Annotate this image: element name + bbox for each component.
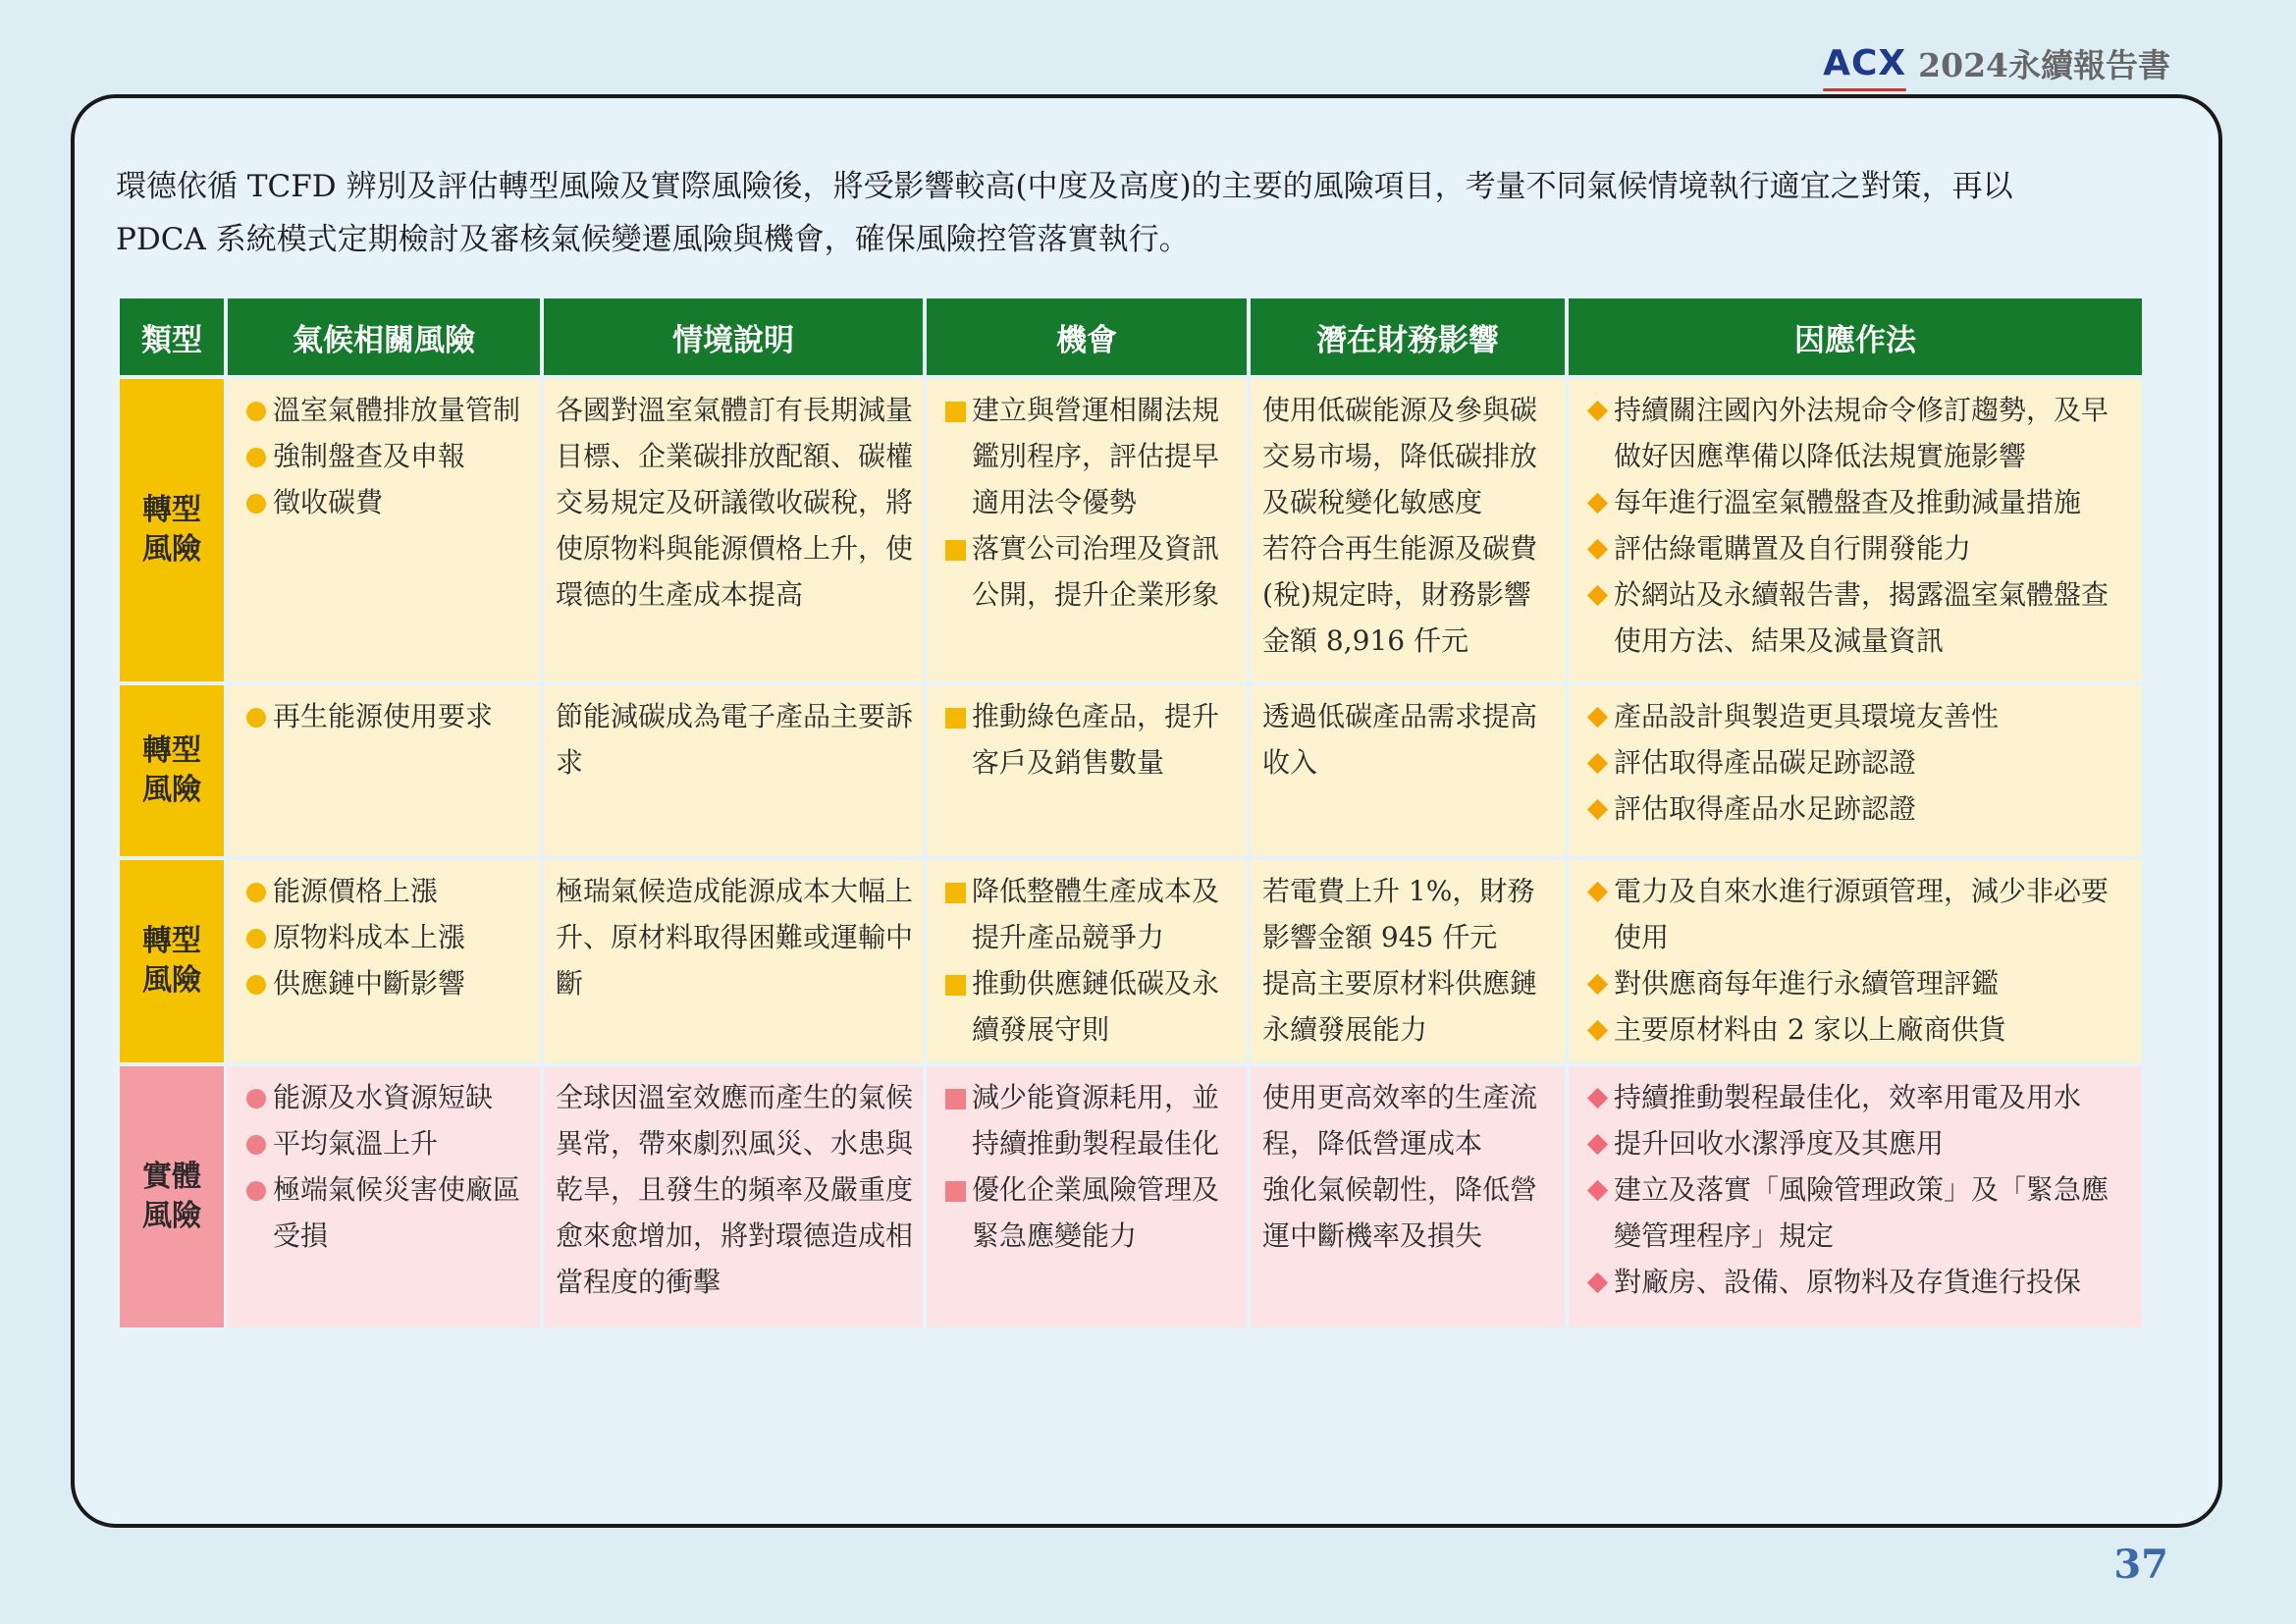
bullet-dot-icon (246, 1181, 266, 1201)
actions-cell (1569, 379, 2142, 685)
page-number: 37 (2113, 1542, 2168, 1588)
type-label: 風險 (142, 532, 201, 567)
risks-cell (228, 860, 540, 1066)
risk-text: 極端氣候災害使廠區受損 (273, 1173, 521, 1252)
action-text: 評估取得產品碳足跡認證 (1614, 746, 1917, 779)
action-text: 對供應商每年進行永續管理評鑑 (1614, 967, 2000, 1000)
risk-text: 強制盤查及申報 (273, 440, 466, 472)
intro-line-1: 環德依循 TCFD 辨別及評估轉型風險及實際風險後，將受影響較高(中度及高度)的主要的風險項目，考量不同氣候情境執行適宜之對策，再以 (116, 169, 2013, 204)
bullet-square-icon (945, 975, 966, 996)
scenario-cell: 全球因溫室效應而產生的氣候異常，帶來劇烈風災、水患與乾旱，且發生的頻率及嚴重度愈來愈增加，將對環德造成相當程度的衝擊 (544, 1066, 923, 1331)
financial-text: 若符合再生能源及碳費(稅)規定時，財務影響金額 8,916 仟元 (1262, 532, 1538, 657)
bullet-diamond-icon (1586, 1272, 1607, 1293)
type-label: 實體 (142, 1160, 201, 1194)
bullet-dot-icon (246, 494, 266, 514)
list-item (938, 525, 1239, 618)
actions-cell (1569, 685, 2142, 860)
logo-underline (1823, 88, 1906, 91)
financial-cell (1251, 1066, 1565, 1331)
list-item (1580, 739, 2134, 785)
risk-text: 平均氣溫上升 (273, 1127, 439, 1160)
list-item (1580, 525, 2134, 571)
list-item (1580, 479, 2134, 525)
bullet-diamond-icon (1586, 1020, 1607, 1041)
action-text: 主要原材料由 2 家以上廠商供貨 (1614, 1013, 2006, 1046)
list-item (938, 960, 1239, 1053)
list-item (240, 960, 532, 1006)
bullet-diamond-icon (1586, 753, 1607, 774)
opportunity-cell (927, 685, 1247, 860)
type-cell (120, 1066, 224, 1331)
table-row (120, 1066, 2142, 1331)
risk-text: 能源價格上漲 (273, 875, 439, 907)
header-response: 因應作法 (1569, 298, 2142, 379)
list-item (1580, 1259, 2134, 1305)
risk-text: 原物料成本上漲 (273, 921, 466, 953)
header-financial-impact: 潛在財務影響 (1251, 298, 1565, 379)
bullet-dot-icon (246, 883, 266, 902)
type-label: 風險 (142, 963, 201, 998)
bullet-diamond-icon (1586, 974, 1607, 995)
table-row (120, 379, 2142, 685)
opportunity-text: 推動綠色產品，提升客戶及銷售數量 (972, 700, 1220, 779)
financial-text: 若電費上升 1%，財務影響金額 945 仟元 (1262, 875, 1535, 953)
action-text: 產品設計與製造更具環境友善性 (1614, 700, 2000, 732)
list-item (240, 1166, 532, 1259)
list-item (1580, 1120, 2134, 1166)
table-row (120, 860, 2142, 1066)
type-label: 轉型 (142, 493, 201, 527)
bullet-square-icon (945, 883, 966, 903)
action-text: 提升回收水潔淨度及其應用 (1614, 1127, 1945, 1160)
scenario-cell: 各國對溫室氣體訂有長期減量目標、企業碳排放配額、碳權交易規定及研議徵收碳稅，將使原物料與能源價格上升，使環德的生產成本提高 (544, 379, 923, 685)
action-text: 建立及落實「風險管理政策」及「緊急應變管理程序」規定 (1614, 1173, 2109, 1252)
list-item (938, 1074, 1239, 1166)
list-item (1580, 785, 2134, 832)
opportunity-text: 降低整體生產成本及提升產品競爭力 (972, 875, 1220, 953)
bullet-dot-icon (246, 1089, 266, 1109)
bullet-diamond-icon (1586, 585, 1607, 606)
action-text: 對廠房、設備、原物料及存貨進行投保 (1614, 1266, 2082, 1298)
opportunity-cell (927, 860, 1247, 1066)
table-header-row (120, 298, 2142, 379)
risks-cell (228, 1066, 540, 1331)
financial-text: 使用更高效率的生產流程，降低營運成本 (1262, 1081, 1538, 1160)
risk-text: 能源及水資源短缺 (273, 1081, 494, 1113)
header-scenario: 情境說明 (544, 298, 923, 379)
type-label: 轉型 (142, 924, 201, 958)
opportunity-cell (927, 379, 1247, 685)
bullet-diamond-icon (1586, 1134, 1607, 1155)
climate-risk-table (116, 298, 2146, 1331)
actions-cell (1569, 860, 2142, 1066)
bullet-diamond-icon (1586, 799, 1607, 820)
action-text: 於網站及永續報告書，揭露溫室氣體盤查使用方法、結果及減量資訊 (1614, 578, 2109, 657)
list-item (1580, 868, 2134, 960)
table-row (120, 685, 2142, 860)
list-item (240, 1074, 532, 1120)
risks-cell (228, 379, 540, 685)
bullet-diamond-icon (1586, 401, 1607, 421)
bullet-square-icon (945, 402, 966, 422)
bullet-dot-icon (246, 929, 266, 948)
financial-cell (1251, 860, 1565, 1066)
header-climate-risk: 氣候相關風險 (228, 298, 540, 379)
bullet-diamond-icon (1586, 539, 1607, 560)
list-item (938, 1166, 1239, 1259)
risk-text: 溫室氣體排放量管制 (273, 394, 521, 426)
list-item (1580, 693, 2134, 739)
action-text: 持續關注國內外法規命令修訂趨勢，及早做好因應準備以降低法規實施影響 (1614, 394, 2109, 472)
opportunity-text: 落實公司治理及資訊公開，提升企業形象 (972, 532, 1220, 611)
action-text: 評估取得產品水足跡認證 (1614, 792, 1917, 825)
type-cell (120, 685, 224, 860)
opportunity-text: 建立與營運相關法規鑑別程序，評估提早適用法令優勢 (972, 394, 1220, 518)
opportunity-cell (927, 1066, 1247, 1331)
list-item (1580, 1074, 2134, 1120)
list-item (240, 387, 532, 433)
bullet-square-icon (945, 708, 966, 729)
actions-cell (1569, 1066, 2142, 1331)
opportunity-text: 減少能資源耗用，並持續推動製程最佳化 (972, 1081, 1220, 1160)
risks-cell (228, 685, 540, 860)
bullet-diamond-icon (1586, 1088, 1607, 1109)
bullet-diamond-icon (1586, 707, 1607, 728)
type-label: 轉型 (142, 733, 201, 768)
action-text: 持續推動製程最佳化，效率用電及用水 (1614, 1081, 2082, 1113)
opportunity-text: 推動供應鏈低碳及永續發展守則 (972, 967, 1220, 1046)
list-item (938, 693, 1239, 785)
bullet-square-icon (945, 540, 966, 561)
intro-line-2: PDCA 系統模式定期檢討及審核氣候變遷風險與機會，確保風險控管落實執行。 (116, 222, 1190, 257)
bullet-dot-icon (246, 975, 266, 995)
report-title: 2024永續報告書 (1918, 45, 2170, 84)
bullet-diamond-icon (1586, 882, 1607, 902)
list-item (240, 479, 532, 525)
bullet-diamond-icon (1586, 1180, 1607, 1201)
bullet-dot-icon (246, 1135, 266, 1155)
bullet-square-icon (945, 1181, 966, 1202)
list-item (938, 868, 1239, 960)
list-item (1580, 1166, 2134, 1259)
header-opportunity: 機會 (927, 298, 1247, 379)
financial-cell (1251, 379, 1565, 685)
scenario-cell: 極瑞氣候造成能源成本大幅上升、原材料取得困難或運輸中斷 (544, 860, 923, 1066)
header-type: 類型 (120, 298, 224, 379)
list-item (240, 433, 532, 479)
list-item (240, 1120, 532, 1166)
action-text: 電力及自來水進行源頭管理，減少非必要使用 (1614, 875, 2109, 953)
financial-text: 透過低碳產品需求提高收入 (1262, 700, 1538, 779)
action-text: 評估綠電購置及自行開發能力 (1614, 532, 1972, 565)
list-item (1580, 387, 2134, 479)
company-logo (1823, 43, 1906, 83)
type-cell (120, 860, 224, 1066)
list-item (1580, 1006, 2134, 1053)
financial-text: 強化氣候韌性，降低營運中斷機率及損失 (1262, 1173, 1538, 1252)
scenario-cell: 節能減碳成為電子產品主要訴求 (544, 685, 923, 860)
bullet-diamond-icon (1586, 493, 1607, 514)
report-header (1823, 33, 2170, 92)
type-label: 風險 (142, 773, 201, 807)
bullet-square-icon (945, 1089, 966, 1110)
bullet-dot-icon (246, 448, 266, 467)
list-item (240, 868, 532, 914)
type-label: 風險 (142, 1199, 201, 1233)
financial-cell (1251, 685, 1565, 860)
bullet-dot-icon (246, 708, 266, 728)
risk-text: 再生能源使用要求 (273, 700, 494, 732)
list-item (240, 693, 532, 739)
list-item (1580, 571, 2134, 664)
bullet-dot-icon (246, 402, 266, 421)
opportunity-text: 優化企業風險管理及緊急應變能力 (972, 1173, 1220, 1252)
list-item (240, 914, 532, 960)
list-item (1580, 960, 2134, 1006)
type-cell (120, 379, 224, 685)
logo-text: ACX (1823, 42, 1907, 83)
list-item (938, 387, 1239, 525)
financial-text: 提高主要原材料供應鏈永續發展能力 (1262, 967, 1538, 1046)
intro-paragraph (116, 160, 2187, 266)
action-text: 每年進行溫室氣體盤查及推動減量措施 (1614, 486, 2082, 518)
risk-text: 供應鏈中斷影響 (273, 967, 466, 1000)
risk-text: 徵收碳費 (273, 486, 384, 518)
financial-text: 使用低碳能源及參與碳交易市場，降低碳排放及碳稅變化敏感度 (1262, 394, 1538, 518)
